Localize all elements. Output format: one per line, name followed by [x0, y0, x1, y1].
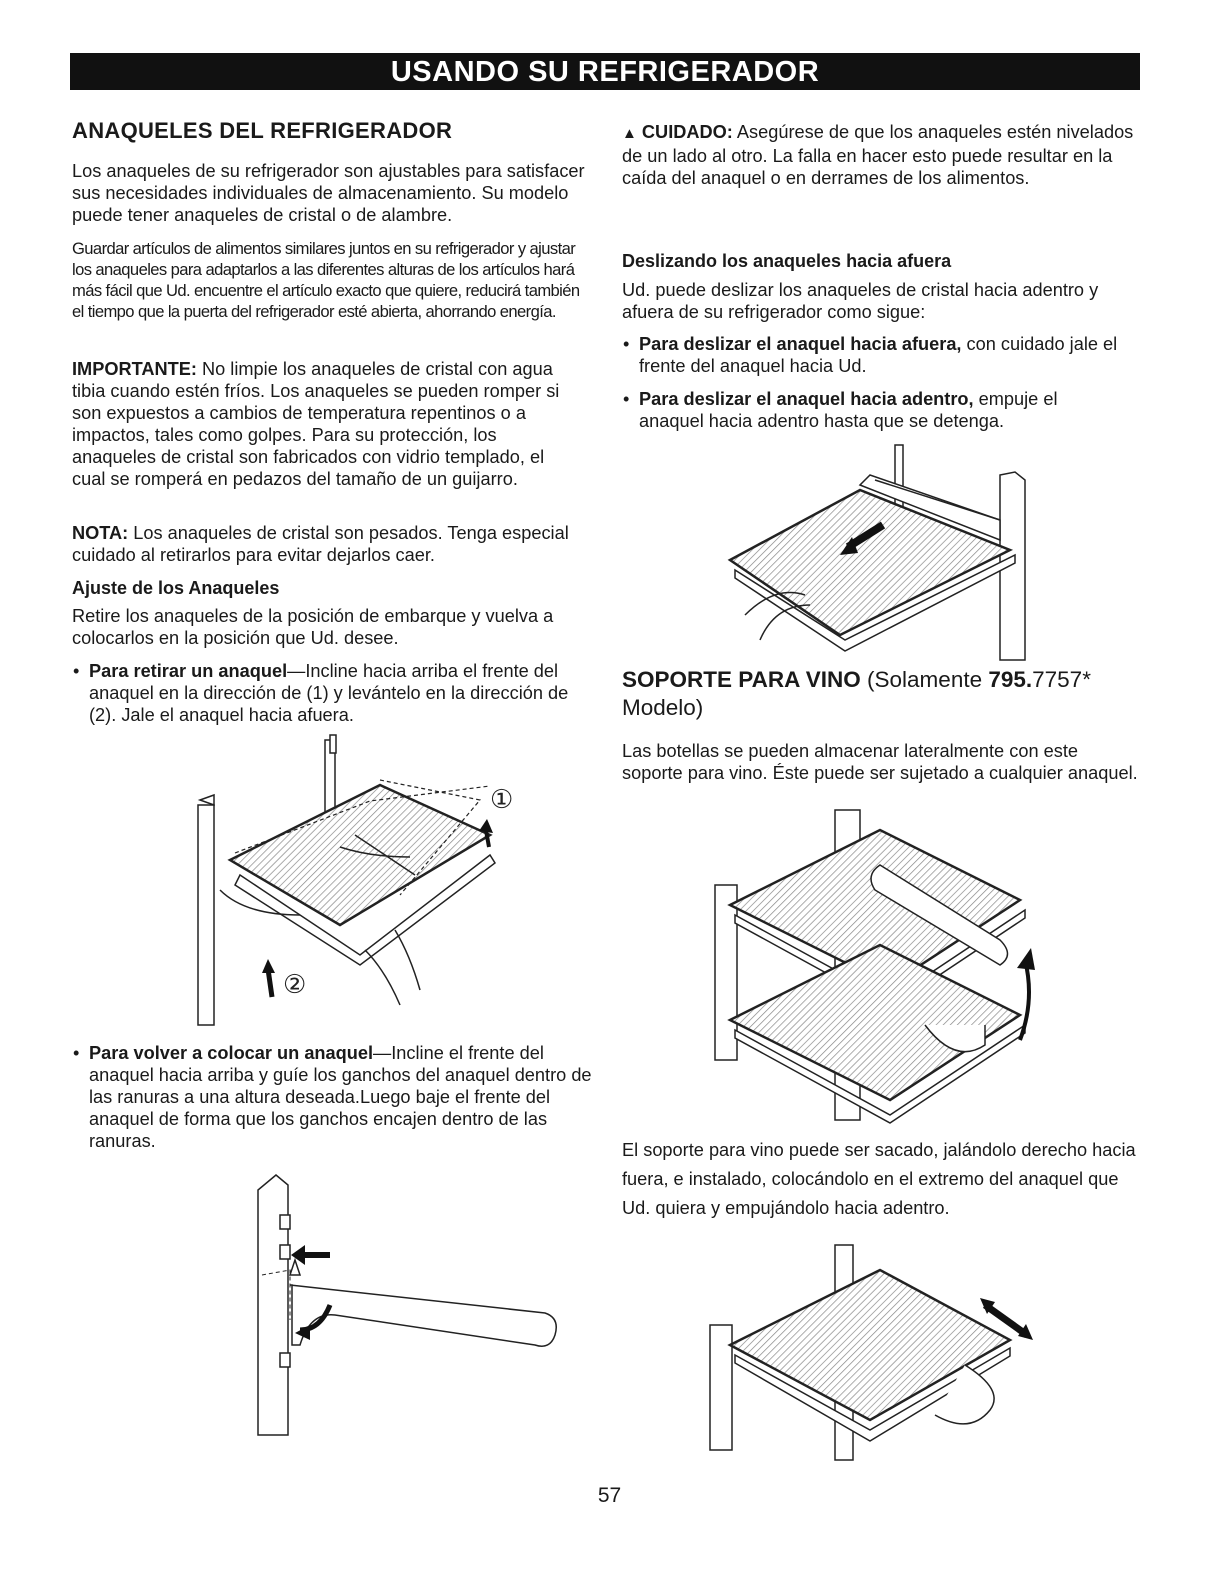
remove-shelf-label: Para retirar un anaquel [89, 661, 288, 681]
slide-in-text: empuje el anaquel hacia adentro hasta que se detenga. [639, 389, 1058, 431]
adjust-paragraph: Retire los anaqueles de la posición de embarque y vuelva a colocarlos en la posición que Ud. desee. [72, 606, 554, 648]
replace-list [72, 1042, 592, 1152]
slide-out-label: Para deslizar el anaquel hacia afuera, [639, 334, 962, 354]
intro-paragraph: Los anaqueles de su refrigerador son ajustables para satisfacer sus necesidades individuales de almacenamiento. Su modelo puede tener anaqueles de cristal o de alambre. [72, 161, 585, 225]
remove-list [72, 660, 572, 726]
slide-out-item [622, 333, 1122, 377]
replace-shelf-item [72, 1042, 592, 1152]
adjust-title: Ajuste de los Anaqueles [72, 578, 280, 598]
note-paragraph [72, 522, 572, 566]
slide-title: Deslizando los anaqueles hacia afuera [622, 251, 952, 271]
important-paragraph [72, 358, 572, 490]
wine-title-model-suffix: 7757* Modelo) [622, 667, 1091, 720]
slide-list [622, 333, 1122, 432]
slide-paragraph: Ud. puede deslizar los anaqueles de cristal hacia adentro y afuera de su refrigerador como sigue: [622, 280, 1099, 322]
wine-title-paren: (Solamente [860, 667, 989, 692]
remove-shelf-item [72, 660, 572, 726]
wine-paragraph-1: Las botellas se pueden almacenar lateralmente con este soporte para vino. Éste puede ser sujetado a cualquier anaquel. [622, 741, 1138, 783]
wine-rack-figure [705, 810, 1065, 1130]
replace-shelf-figure [250, 1175, 570, 1435]
step-2-label: ② [283, 970, 307, 1000]
note-label: NOTA: [72, 523, 129, 543]
section-title: ANAQUELES DEL REFRIGERADOR [72, 118, 453, 143]
wine-title-model: 795. [988, 667, 1033, 692]
wine-title-bold: SOPORTE PARA VINO [622, 667, 861, 692]
important-label: IMPORTANTE: [72, 359, 197, 379]
page-number: 57 [597, 1484, 622, 1507]
slide-in-item [622, 388, 1122, 432]
note-text: Los anaqueles de cristal son pesados. Tenga especial cuidado al retirarlos para evitar dejarlos caer. [72, 523, 569, 565]
remove-shelf-figure [190, 735, 530, 1035]
slide-out-text: con cuidado jale el frente del anaquel hacia Ud. [639, 334, 1118, 376]
important-text: No limpie los anaqueles de cristal con agua tibia cuando estén fríos. Los anaqueles se pueden romper si son expuestos a cambios de temperatura repentinos o a impactos, tales como golpes. Para su protección, los anaqueles de cristal son fabricados con vidrio templado, el cual se romperá en pedazos del tamaño de un guijarro. [72, 359, 560, 489]
remove-shelf-text: —Incline hacia arriba el frente del anaquel en la dirección de (1) y levántelo en la dirección de (2). Jale el anaquel hacia afuera. [89, 661, 569, 725]
replace-shelf-label: Para volver a colocar un anaquel [89, 1043, 374, 1063]
warning-triangle-icon: ▲ [622, 125, 637, 142]
slide-in-label: Para deslizar el anaquel hacia adentro, [639, 389, 974, 409]
wine-rack-title [622, 666, 1142, 722]
wine-paragraph-2: El soporte para vino puede ser sacado, jalándolo derecho hacia fuera, e instalado, colocándolo en el extremo del anaquel que Ud. quiera y empujándolo hacia adentro. [622, 1140, 1136, 1218]
step-1-label: ① [490, 785, 514, 815]
caution-label: CUIDADO: [641, 122, 733, 142]
page-header-banner: USANDO SU REFRIGERADOR [70, 53, 1140, 90]
replace-shelf-text: —Incline el frente del anaquel hacia arriba y guíe los ganchos del anaquel dentro de las ranuras a una altura deseada.Luego baje el frente del anaquel de forma que los ganchos encajen dentro de las ranuras. [89, 1043, 592, 1151]
slide-shelf-figure [720, 440, 1040, 665]
storage-tip-paragraph: Guardar artículos de alimentos similares juntos en su refrigerador y ajustar los anaqueles para adaptarlos a las diferentes alturas de los artículos hará más fácil que Ud. encuentre el artículo exacto que quiere, reducirá también el tiempo que la puerta del refrigerador esté abierta, ahorrando energía. [72, 239, 580, 321]
caution-text: Asegúrese de que los anaqueles estén nivelados de un lado al otro. La falla en hacer esto puede resultar en la caída del anaquel o en derrames de los alimentos. [622, 122, 1134, 188]
wine-install-figure [705, 1240, 1050, 1465]
caution-paragraph [622, 121, 1137, 189]
